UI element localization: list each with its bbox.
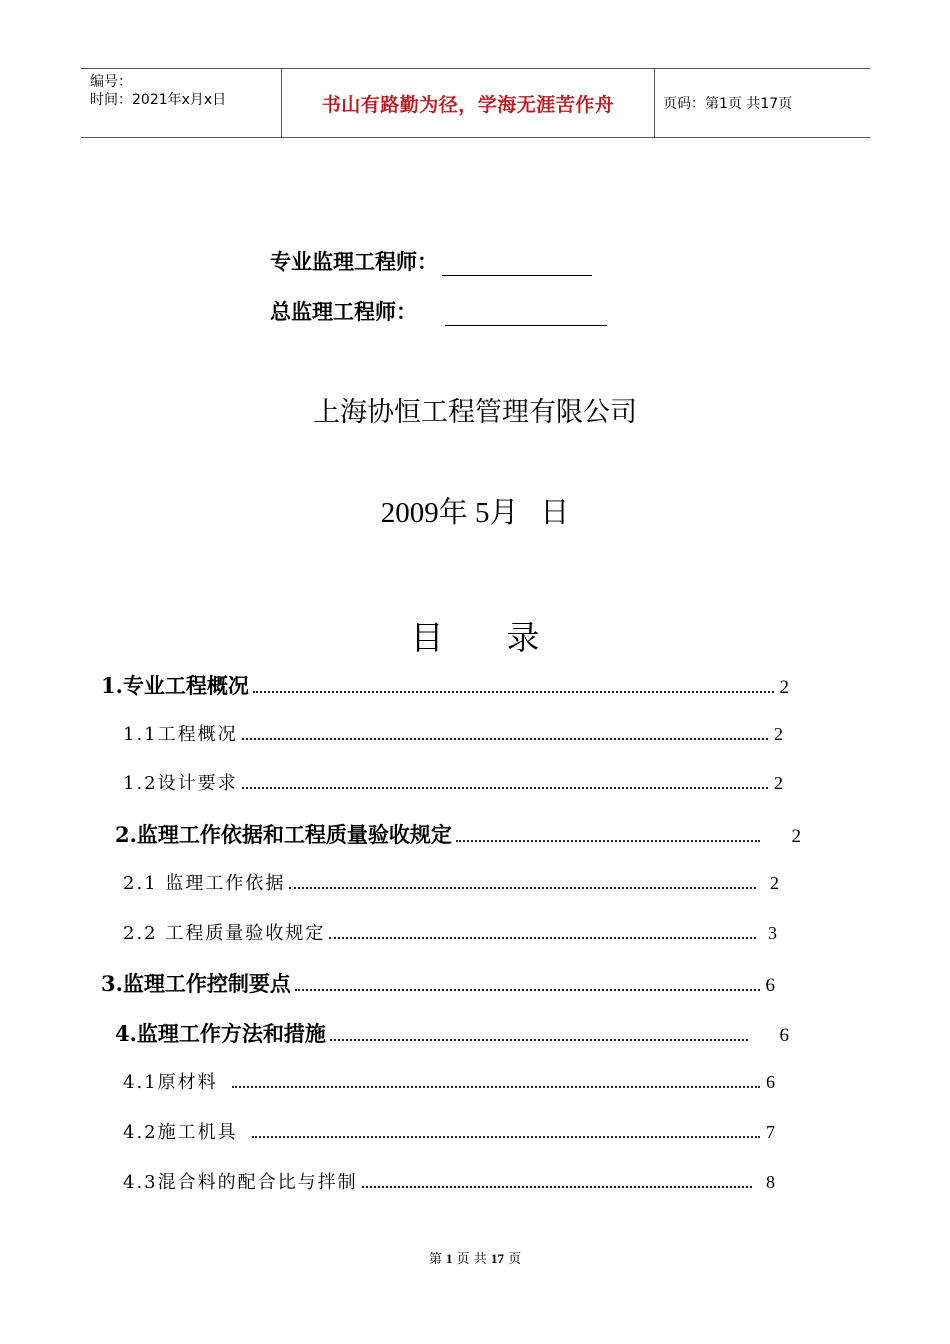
signature-professional-label: 专业监理工程师： bbox=[270, 250, 438, 274]
signature-chief bbox=[270, 296, 607, 326]
header-meta bbox=[81, 69, 282, 137]
toc-item-label: 2.1 监理工作依据 bbox=[123, 873, 286, 894]
toc-item-label: 1.1工程概况 bbox=[123, 724, 238, 745]
toc-item-label: 4.监理工作方法和措施 bbox=[115, 1021, 326, 1046]
toc-item-page: 2 bbox=[770, 873, 779, 893]
page-header bbox=[81, 68, 870, 138]
toc-item-page: 2 bbox=[791, 826, 801, 847]
toc-leader bbox=[456, 839, 760, 842]
toc-item-label: 4.1原材料 bbox=[123, 1072, 218, 1093]
toc-item-page: 2 bbox=[774, 773, 783, 793]
number-label: 编号： bbox=[90, 74, 132, 90]
toc-item[interactable] bbox=[115, 819, 801, 849]
toc-item[interactable] bbox=[123, 869, 779, 895]
toc-item-label: 4.2施工机具 bbox=[123, 1122, 238, 1143]
company-name: 上海协恒工程管理有限公司 bbox=[313, 397, 637, 428]
toc-leader bbox=[242, 737, 768, 740]
toc-leader bbox=[289, 886, 756, 889]
toc-item[interactable] bbox=[123, 1068, 775, 1094]
toc-item-label: 1.专业工程概况 bbox=[101, 673, 249, 698]
toc-item-label: 3.监理工作控制要点 bbox=[101, 971, 291, 996]
toc-item-page: 3 bbox=[768, 923, 777, 943]
toc-leader bbox=[253, 690, 774, 693]
toc-item-label: 1.2设计要求 bbox=[123, 773, 238, 794]
toc-item-page: 6 bbox=[765, 975, 775, 996]
header-page-info: 页码：第1页 共17页 bbox=[663, 96, 793, 112]
toc-item-label: 4.3混合料的配合比与拌制 bbox=[123, 1172, 358, 1193]
toc-title: 目 录 bbox=[410, 618, 540, 657]
toc-item-page: 2 bbox=[774, 724, 783, 744]
toc-item[interactable] bbox=[115, 1018, 789, 1048]
toc-item[interactable] bbox=[123, 1118, 775, 1144]
toc-item[interactable] bbox=[123, 720, 783, 746]
toc-item-page: 6 bbox=[766, 1072, 775, 1092]
toc-item-page: 7 bbox=[766, 1122, 775, 1142]
toc-leader bbox=[362, 1185, 752, 1188]
toc-item[interactable] bbox=[123, 919, 777, 945]
toc-item[interactable] bbox=[123, 1168, 775, 1194]
signature-chief-label: 总监理工程师： bbox=[270, 300, 417, 324]
toc-item-page: 2 bbox=[779, 677, 789, 698]
signature-chief-line bbox=[445, 303, 607, 326]
toc-item[interactable] bbox=[123, 769, 783, 795]
footer-total-pages: 17 bbox=[490, 1251, 504, 1266]
toc-item-page: 6 bbox=[779, 1025, 789, 1046]
toc-leader bbox=[232, 1085, 760, 1088]
toc-item-label: 2.监理工作依据和工程质量验收规定 bbox=[115, 822, 452, 847]
toc-leader bbox=[252, 1135, 760, 1138]
toc-leader bbox=[295, 988, 760, 991]
document-date: 2009年 5月 日 bbox=[380, 497, 570, 529]
time-label: 时间：2021年x月x日 bbox=[90, 92, 227, 108]
toc-item-page: 8 bbox=[766, 1172, 775, 1192]
footer-suffix: 页 bbox=[503, 1252, 522, 1267]
page-footer bbox=[0, 1248, 950, 1267]
toc-leader bbox=[242, 786, 768, 789]
toc-leader bbox=[329, 936, 756, 939]
footer-middle: 页 共 bbox=[452, 1252, 491, 1267]
toc-leader bbox=[330, 1038, 748, 1041]
toc-item-label: 2.2 工程质量验收规定 bbox=[123, 923, 326, 944]
signature-professional bbox=[270, 246, 592, 276]
toc-item[interactable] bbox=[101, 968, 775, 998]
toc-item[interactable] bbox=[101, 670, 789, 700]
footer-current-page: 1 bbox=[446, 1251, 453, 1266]
signature-professional-line bbox=[442, 253, 592, 276]
footer-prefix: 第 bbox=[428, 1252, 447, 1267]
header-motto: 书山有路勤为径，学海无涯苦作舟 bbox=[282, 69, 655, 137]
